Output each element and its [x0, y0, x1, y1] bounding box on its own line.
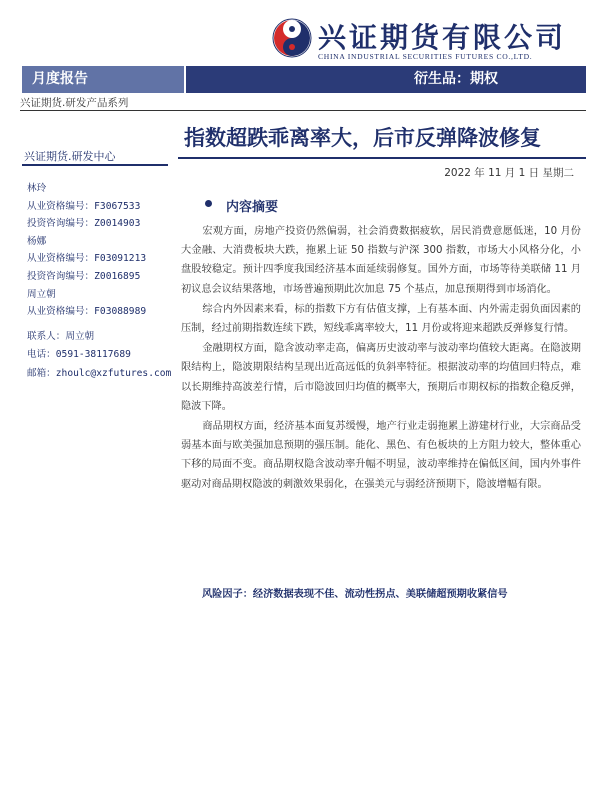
analyst-consult-license: 投资咨询编号：Z0014903 [27, 218, 141, 230]
summary-paragraph: 金融期权方面，隐含波动率走高，偏离历史波动率与波动率均值较大距离。在隐波期限结构上，隐波期限结构呈现出近高远低的负斜率特征。根据波动率的均值回归特点，难以长期维持高波差行情，后市隐波回归均值的概率大，预期后市期权标的指数企稳反弹，隐波下降。 [181, 343, 581, 412]
summary-body [181, 222, 581, 495]
company-name-en: CHINA INDUSTRIAL SECURITIES FUTURES CO.,LTD. [318, 52, 533, 61]
report-band [0, 66, 600, 93]
contact-phone: 电话：0591-38117689 [27, 349, 131, 361]
report-series: 兴证期货.研发产品系列 [20, 97, 129, 109]
report-date: 2022 年 11 月 1 日 星期二 [444, 167, 574, 179]
analyst-list [27, 180, 177, 321]
analyst-name: 周立朝 [27, 288, 56, 300]
analyst-consult-license: 投资咨询编号：Z0016895 [27, 270, 141, 282]
sidebar-heading: 兴证期货.研发中心 [24, 150, 116, 163]
header-divider [20, 110, 586, 111]
analyst-name: 林玲 [27, 183, 47, 194]
page-title: 指数超跌乖离率大，后市反弹降波修复 [184, 126, 541, 150]
analyst-license: 从业资格编号：F03088989 [27, 306, 147, 318]
bullet-icon [205, 200, 212, 207]
contact-block [27, 328, 177, 383]
company-name-cn: 兴证期货有限公司 [318, 21, 567, 54]
summary-heading: 内容摘要 [226, 200, 279, 215]
company-logo [272, 18, 592, 66]
summary-paragraph: 商品期权方面，经济基本面复苏缓慢，地产行业走弱拖累上游建材行业，大宗商品受弱基本面与欧美强加息预期的强压制。能化、黑色、有色板块的上方阻力较大，整体重心下移的局面不变。商品期权隐含波动率升幅不明显，波动率维持在偏低区间，国内外事件驱动对商品期权隐波的刺激效果弱化，在强美元与弱经济预期下，隐波增幅有限。 [181, 421, 581, 490]
analyst-name: 杨娜 [27, 235, 47, 247]
report-type: 月度报告 [22, 66, 184, 93]
risk-factors: 风险因子：经济数据表现不佳、流动性拐点、美联储超预期收紧信号 [202, 589, 508, 600]
contact-person: 联系人：周立朝 [27, 331, 95, 342]
analyst-license: 从业资格编号：F03091213 [27, 253, 147, 265]
summary-paragraph: 宏观方面，房地产投资仍然偏弱，社会消费数据疲软，居民消费意愿低迷，10 月份大金融、大消费板块大跌，拖累上证 50 指数与沪深 300 指数，市场大小风格分化，小盘股较稳定。预计四季度我国经济基本面延续弱修复。国外方面，市场等待美联储 11 月初议息会议结果落地，市场普遍预期此次加息 75 个基点，加息预期得到市场消化。 [181, 226, 581, 295]
report-category: 衍生品：期权 [186, 66, 586, 93]
contact-email[interactable]: 邮箱：zhoulc@xzfutures.com [27, 367, 172, 379]
title-divider [178, 157, 586, 159]
logo-mark-icon [272, 18, 312, 58]
summary-paragraph: 综合内外因素来看，标的指数下方有估值支撑，上有基本面、内外需走弱负面因素的压制，经过前期指数连续下跌，短线乖离率较大，11 月份或将迎来超跌反弹修复行情。 [181, 303, 581, 335]
sidebar-divider [22, 164, 168, 166]
analyst-license: 从业资格编号：F3067533 [27, 200, 141, 212]
